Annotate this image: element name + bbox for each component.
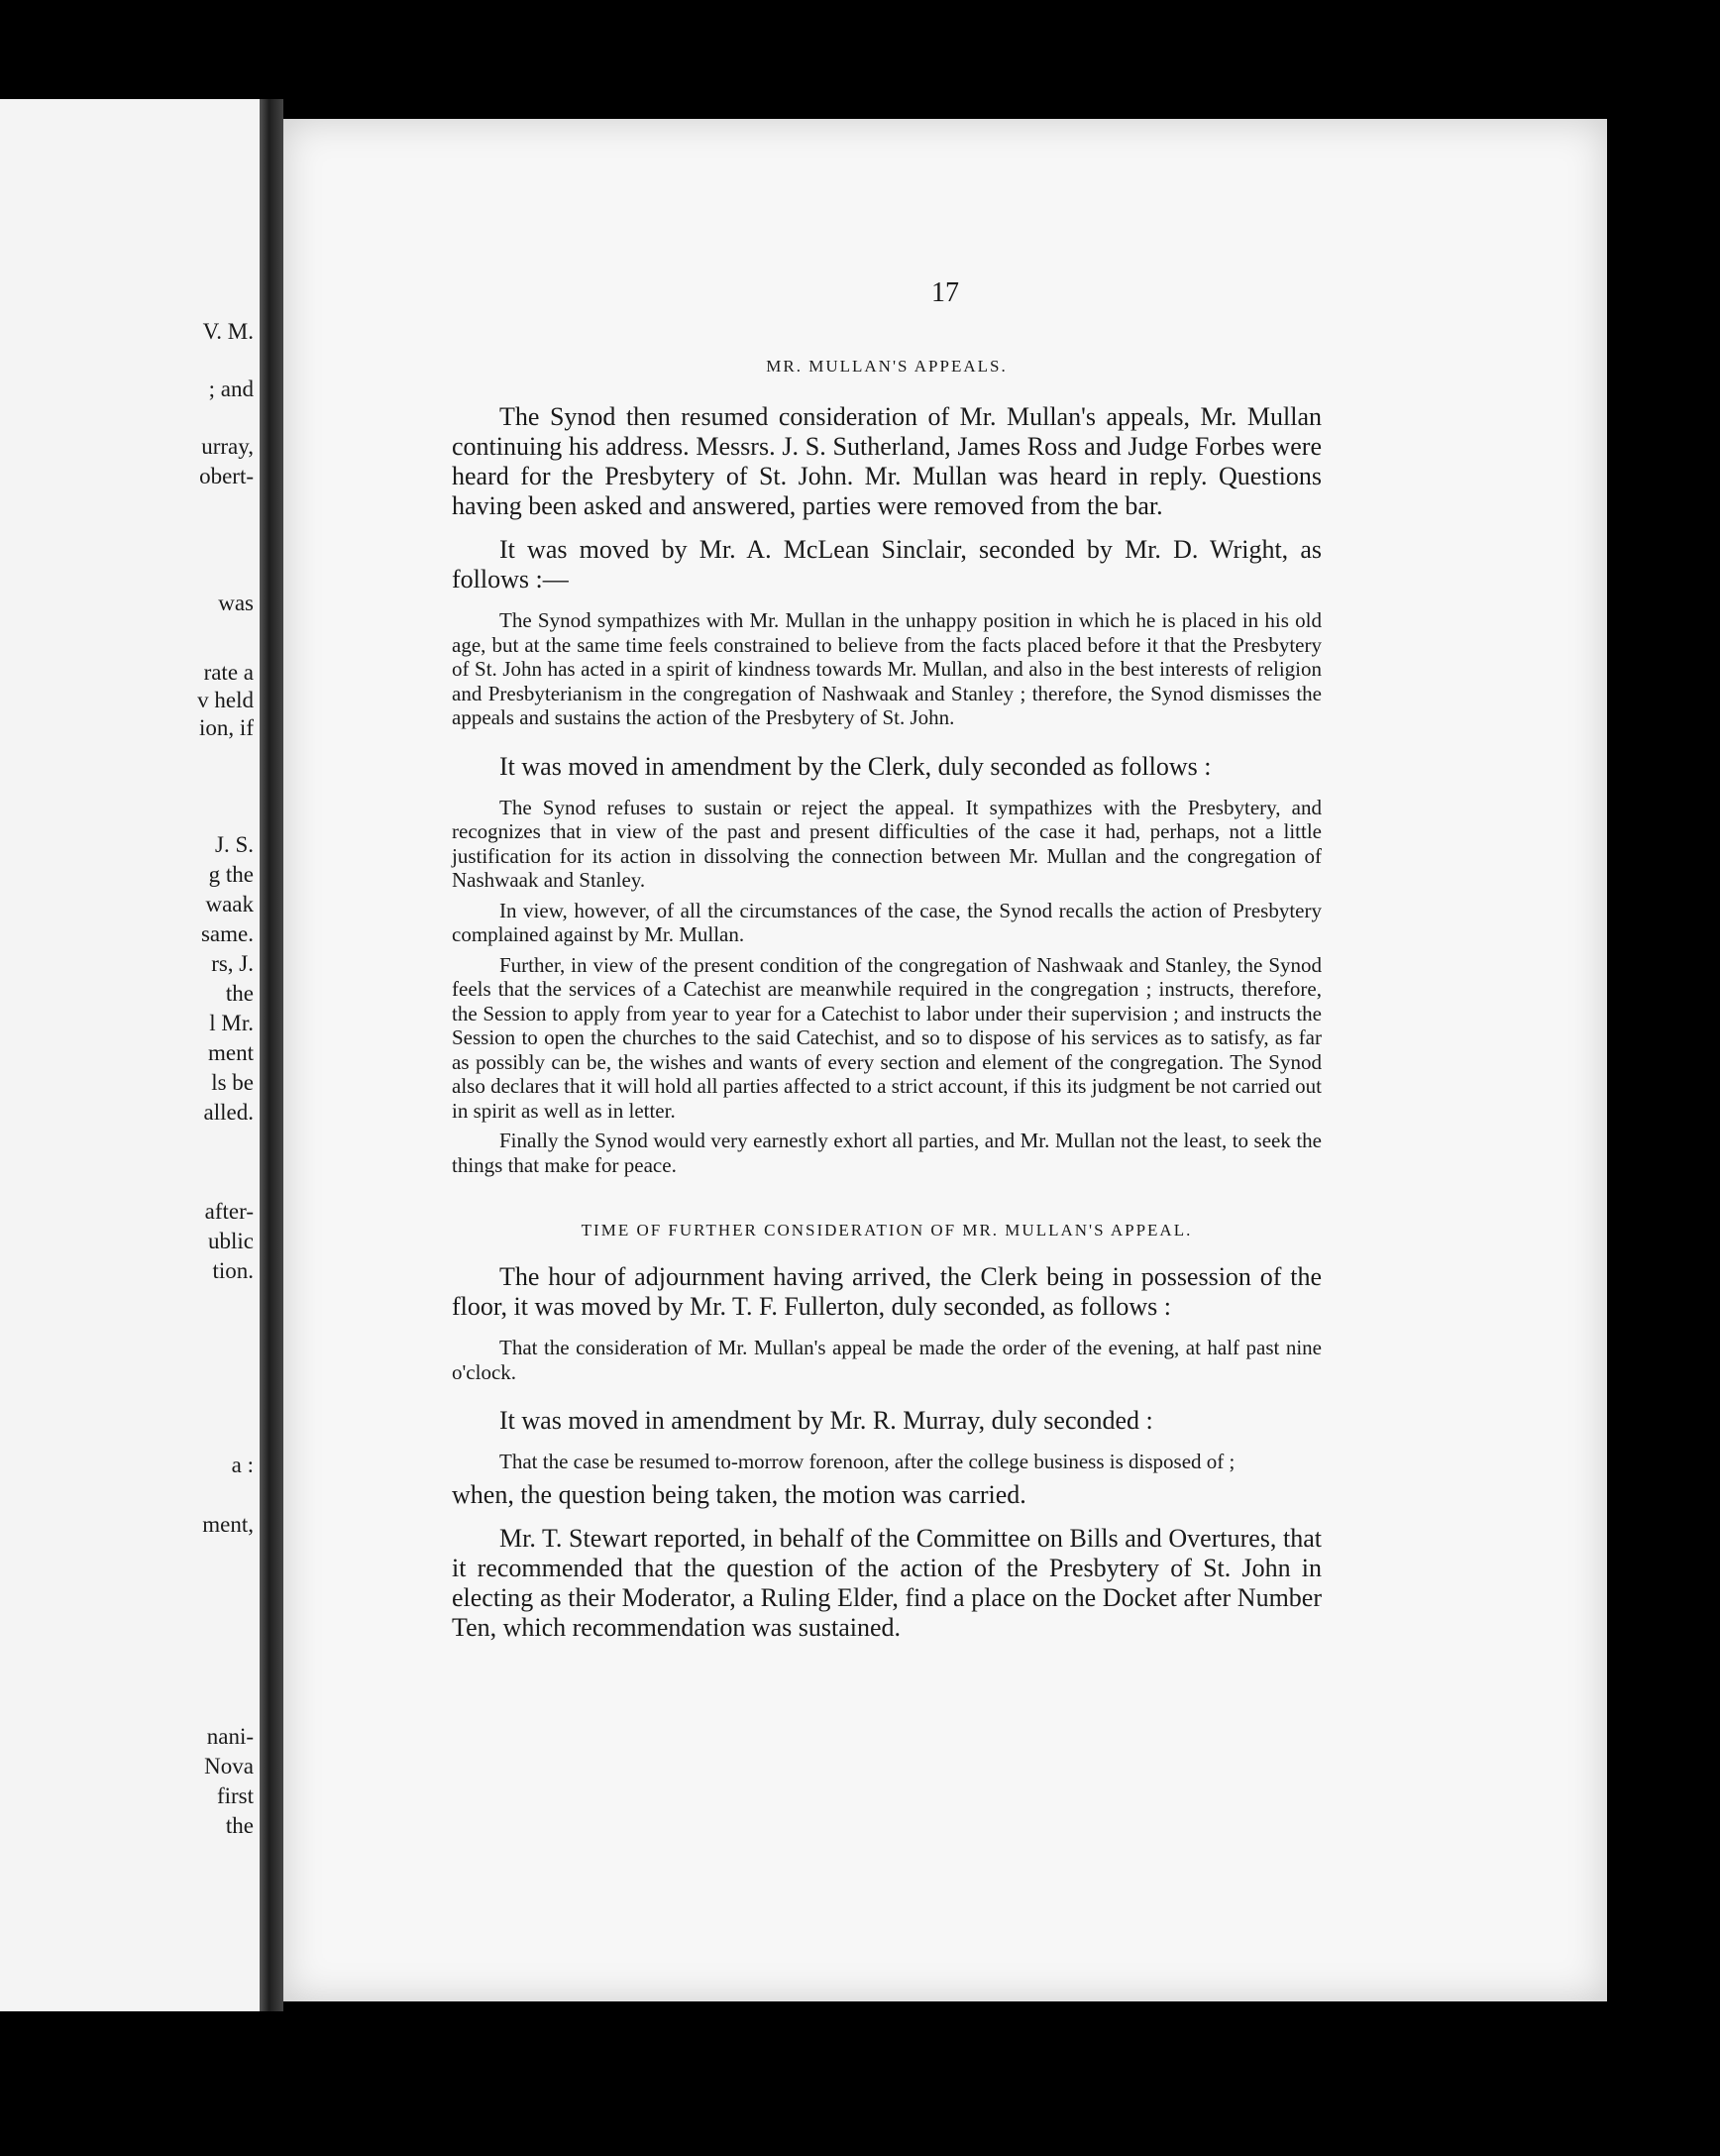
paragraph: Mr. T. Stewart reported, in behalf of the Committee on Bills and Overtures, that it recommended that the question of the action of the Presbytery of St. John in electing as their Moderator, a Ruling Elder, find a place on the Docket after Number Ten, which recommendation was sustained. xyxy=(452,1523,1322,1642)
left-fragment: J. S. xyxy=(215,832,254,857)
left-fragment: rs, J. xyxy=(211,951,254,976)
left-fragment: Nova xyxy=(204,1754,254,1779)
left-fragment: alled. xyxy=(203,1100,254,1125)
left-fragment: V. M. xyxy=(202,319,254,344)
section-heading: MR. MULLAN'S APPEALS. xyxy=(766,357,1008,376)
left-fragment: ment xyxy=(208,1040,254,1065)
left-fragment: ; and xyxy=(208,377,254,401)
page-content xyxy=(452,357,1322,1657)
document-page xyxy=(283,119,1607,2001)
amendment-text: Further, in view of the present condition of the congregation of Nashwaak and Stanley, the Synod feels that the services of a Catechist are meanwhile required in the congregation ; instructs, therefore, the Session to apply from year to year for a Catechist to labor under their supervision ; and instructs the Session to open the churches to the said Catechist, and so to dispose of his services as to satisfy, as far as possibly can be, the wishes and wants of every section and element of the congregation. The Synod also declares that it will hold all parties affected to a strict account, if this its judgment be not carried out in spirit as well as in letter. xyxy=(452,952,1322,1123)
left-fragment: ion, if xyxy=(199,715,254,740)
left-fragment: same. xyxy=(200,921,254,946)
amendment-text: That the case be resumed to-morrow forenoon, after the college business is disposed of ; xyxy=(499,1450,1236,1473)
left-fragment: a : xyxy=(231,1453,254,1477)
left-fragment: obert- xyxy=(199,464,254,488)
left-fragment: urray, xyxy=(201,434,254,459)
amendment-text: The Synod refuses to sustain or reject the appeal. It sympathizes with the Presbytery, and recognizes that in view of the past and present difficulties of the case it had, perhaps, not a little justification for its action in dissolving the connection between Mr. Mullan and the congregation of Nashwaak and Stanley. xyxy=(452,795,1322,892)
left-fragment: first xyxy=(216,1783,254,1808)
motion-text: That the consideration of Mr. Mullan's appeal be made the order of the evening, at half past nine o'clock. xyxy=(452,1336,1322,1384)
paragraph: The hour of adjournment having arrived, the Clerk being in possession of the floor, it was moved by Mr. T. F. Fullerton, duly seconded, as follows : xyxy=(452,1262,1322,1321)
paragraph: when, the question being taken, the motion was carried. xyxy=(452,1479,1026,1509)
left-fragment: waak xyxy=(205,892,254,916)
paragraph: It was moved by Mr. A. McLean Sinclair, seconded by Mr. D. Wright, as follows :— xyxy=(452,535,1322,593)
left-fragment: nani- xyxy=(206,1724,254,1749)
left-fragment: rate a xyxy=(203,660,254,685)
amendment-text: In view, however, of all the circumstances of the case, the Synod recalls the action of Presbytery complained against by Mr. Mullan. xyxy=(452,898,1322,946)
left-fragment: was xyxy=(218,591,254,615)
motion-text: The Synod sympathizes with Mr. Mullan in the unhappy position in which he is placed in his old age, but at the same time feels constrained to believe from the facts placed before it that the Presbytery of St. John has acted in a spirit of kindness towards Mr. Mullan, and also in the best interests of religion and Presbyterianism in the congregation of Nashwaak and Stanley ; therefore, the Synod dismisses the appeals and sustains the action of the Presbytery of St. John. xyxy=(452,608,1322,729)
left-fragment: ment, xyxy=(202,1512,254,1537)
left-fragment: g the xyxy=(208,862,254,887)
section-heading: TIME OF FURTHER CONSIDERATION OF MR. MULLAN'S APPEAL. xyxy=(581,1221,1193,1240)
paragraph: It was moved in amendment by Mr. R. Murray, duly seconded : xyxy=(499,1406,1153,1435)
left-fragment: tion. xyxy=(212,1258,254,1283)
left-fragment: the xyxy=(225,1813,254,1838)
left-fragment: ublic xyxy=(208,1229,254,1253)
amendment-text: Finally the Synod would very earnestly exhort all parties, and Mr. Mullan not the least, to seek the things that make for peace. xyxy=(452,1129,1322,1177)
left-fragment: ls be xyxy=(211,1070,254,1095)
left-fragment: v held xyxy=(197,688,254,712)
page-gutter xyxy=(260,99,283,2011)
left-fragment: the xyxy=(225,981,254,1006)
page-number: 17 xyxy=(931,277,959,308)
paragraph: It was moved in amendment by the Clerk, duly seconded as follows : xyxy=(499,751,1212,781)
left-fragment: l Mr. xyxy=(209,1011,254,1035)
paragraph: The Synod then resumed consideration of Mr. Mullan's appeals, Mr. Mullan continuing his address. Messrs. J. S. Sutherland, James Ross and Judge Forbes were heard for the Presbytery of St. John. Mr. Mullan was heard in reply. Questions having been asked and answered, parties were removed from the bar. xyxy=(452,402,1322,520)
left-fragment: after- xyxy=(204,1199,254,1224)
previous-page-fragment xyxy=(0,99,263,2011)
